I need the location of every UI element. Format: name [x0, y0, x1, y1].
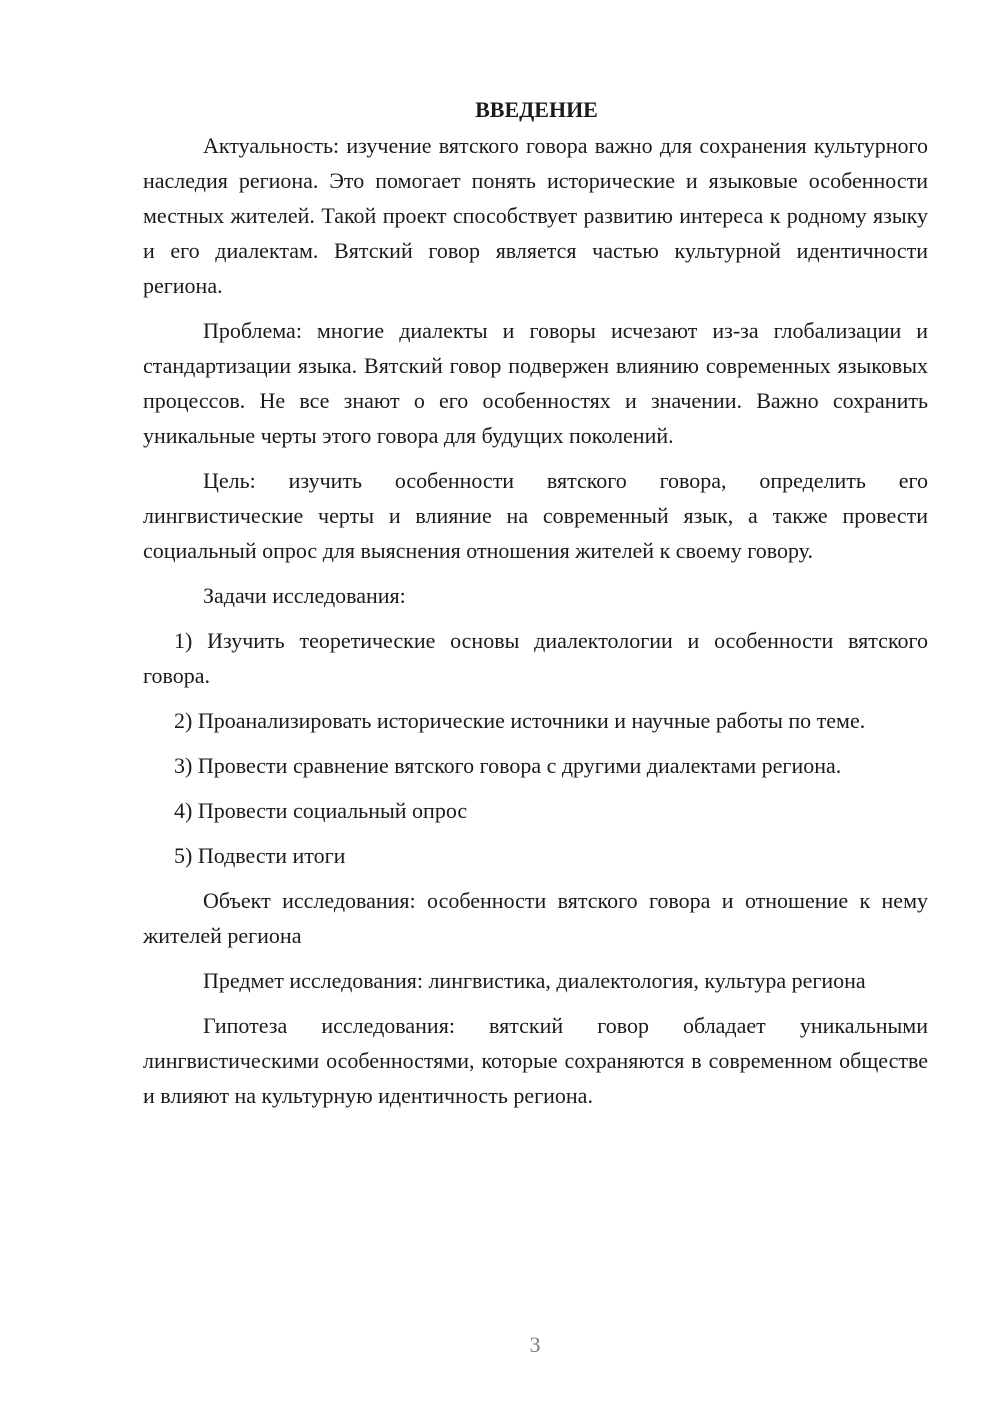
object-paragraph: Объект исследования: особенности вятского говора и отношение к нему жителей региона: [143, 888, 928, 948]
hypothesis-paragraph: Гипотеза исследования: вятский говор обладает уникальными лингвистическими особенностями, которые сохраняются в современном обществе и влияют на культурную идентичность региона.: [143, 1013, 928, 1108]
list-item: 2) Проанализировать исторические источники и научные работы по теме.: [174, 708, 866, 733]
list-item: 1) Изучить теоретические основы диалектологии и особенности вятского говора.: [143, 628, 928, 688]
page-number: 3: [529, 1332, 541, 1357]
list-item: 3) Провести сравнение вятского говора с другими диалектами региона.: [174, 753, 842, 778]
list-item: 5) Подвести итоги: [174, 843, 346, 868]
page-title: ВВЕДЕНИЕ: [475, 97, 598, 122]
goal-paragraph: Цель: изучить особенности вятского говора, определить его лингвистические черты и влияние на современный язык, а также провести социальный опрос для выяснения отношения жителей к своему говору.: [143, 468, 928, 563]
tasks-heading: Задачи исследования:: [203, 583, 406, 608]
problem-paragraph: Проблема: многие диалекты и говоры исчезают из-за глобализации и стандартизации языка. Вятский говор подвержен влиянию современных языковых процессов. Не все знают о его особенностях и значении. Важно сохранить уникальные черты этого говора для будущих поколений.: [143, 318, 928, 448]
document-page: [143, 92, 928, 1123]
subject-paragraph: Предмет исследования: лингвистика, диалектология, культура региона: [203, 968, 866, 993]
list-item: 4) Провести социальный опрос: [174, 798, 468, 823]
relevance-paragraph: Актуальность: изучение вятского говора важно для сохранения культурного наследия региона. Это помогает понять исторические и языковые особенности местных жителей. Такой проект способствует развитию интереса к родному языку и его диалектам. Вятский говор является частью культурной идентичности региона.: [143, 133, 928, 298]
tasks-list: [143, 623, 928, 873]
